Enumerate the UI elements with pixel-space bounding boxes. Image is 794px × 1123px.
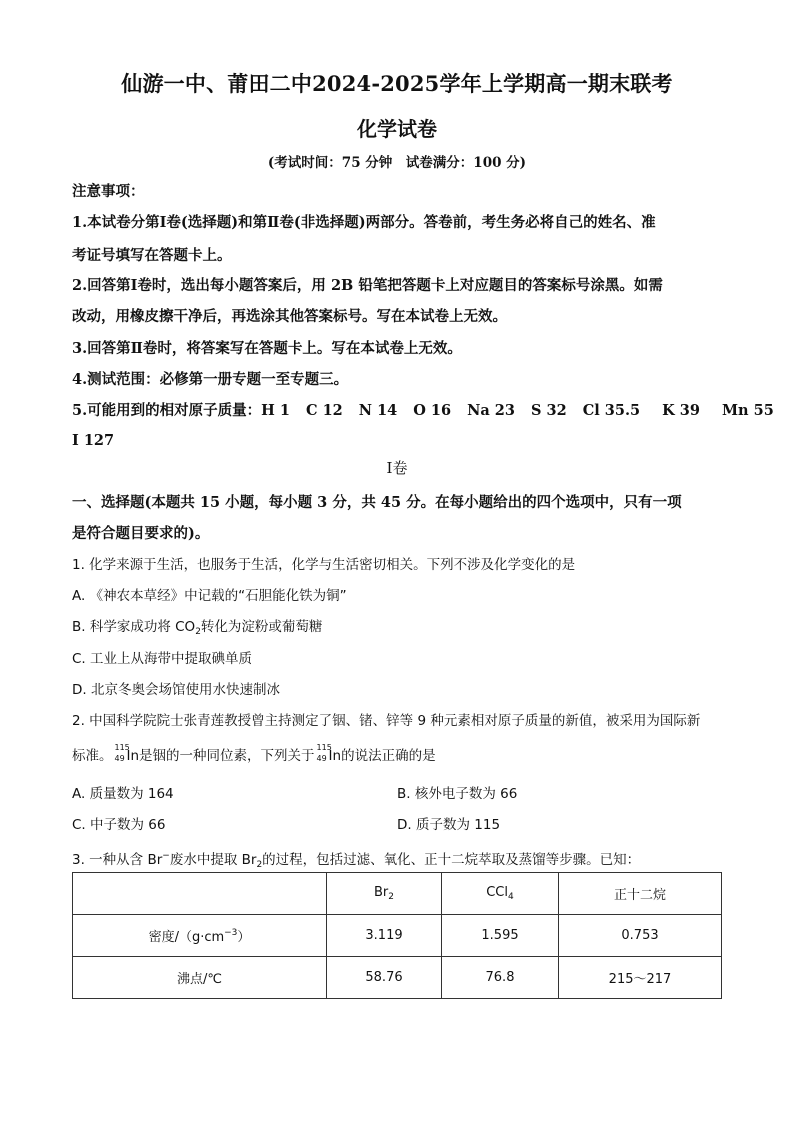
- element-symbol: In: [126, 748, 140, 764]
- table-row: [73, 915, 722, 957]
- atomic-number: 49: [316, 754, 327, 763]
- row-label: [73, 915, 327, 957]
- table-cell: 215～217: [559, 957, 722, 999]
- superscript: −3: [224, 928, 238, 938]
- element-symbol: In: [328, 748, 342, 764]
- table-cell: 0.753: [559, 915, 722, 957]
- note-3: 3.回答第Ⅱ卷时，将答案写在答题卡上。写在本试卷上无效。: [72, 340, 462, 357]
- note-2-line-1: 2.回答第Ⅰ卷时，选出每小题答案后，用 2B 铅笔把答题卡上对应题目的答案标号涂黑。如需: [72, 277, 663, 294]
- exam-title: 仙游一中、莆田二中2024-2025学年上学期高一期末联考: [121, 71, 673, 96]
- table-header-cell: [327, 873, 442, 915]
- note-5-label: 5.可能用到的相对原子质量：: [72, 402, 262, 419]
- q2-stem-line-1: 2. 中国科学院院士张青莲教授曾主持测定了铟、锗、锌等 9 种元素相对原子质量的新值，被采用为国际新: [72, 713, 701, 729]
- superscript: −: [162, 851, 170, 861]
- header-text: Br: [374, 885, 389, 900]
- exam-meta: (考试时间：75 分钟 试卷满分：100 分): [267, 155, 527, 171]
- atom-mass: Na 23: [467, 402, 515, 419]
- q1-option-d: D. 北京冬奥会场馆使用水快速制冰: [72, 682, 280, 698]
- subscript: 2: [195, 627, 201, 637]
- row-label-text: 密度/（g·cm: [148, 930, 225, 945]
- row-label: 沸点/℃: [73, 957, 327, 999]
- note-4: 4.测试范围：必修第一册专题一至专题三。: [72, 371, 349, 388]
- q2-stem-text: 标准。: [72, 748, 113, 764]
- subscript: 4: [508, 892, 514, 902]
- notes-heading: 注意事项：: [72, 183, 145, 200]
- q3-stem-text-mid: 废水中提取 Br: [169, 852, 257, 868]
- q1-option-a: A. 《神农本草经》中记载的“石胆能化铁为铜”: [72, 588, 347, 604]
- q2-option-b: B. 核外电子数为 66: [397, 786, 518, 802]
- q3-stem-text-end: 的过程，包括过滤、氧化、正十二烷萃取及蒸馏等步骤。已知：: [262, 852, 641, 868]
- isotope-notation: [113, 743, 130, 768]
- q2-stem-text-end: 的说法正确的是: [341, 748, 436, 764]
- table-header-cell: [442, 873, 559, 915]
- q3-stem-text: 3. 一种从含 Br: [72, 852, 163, 868]
- section-heading-line-1: 一、选择题(本题共 15 小题，每小题 3 分，共 45 分。在每小题给出的四个选项中，只有一项: [72, 494, 682, 511]
- table-cell: 76.8: [442, 957, 559, 999]
- q1-option-b-text: B. 科学家成功将 CO: [72, 619, 196, 635]
- part-one-heading: Ⅰ卷: [386, 459, 408, 477]
- atom-mass: K 39: [662, 402, 700, 419]
- note-2-line-2: 改动，用橡皮擦干净后，再选涂其他答案标号。写在本试卷上无效。: [72, 308, 507, 325]
- table-header-cell: 正十二烷: [559, 873, 722, 915]
- note-5-atomic-masses: [72, 395, 774, 427]
- table-cell: 3.119: [327, 915, 442, 957]
- header-text: CCl: [486, 885, 509, 900]
- q1-option-b: [72, 615, 322, 644]
- q2-stem-line-2: [72, 744, 436, 768]
- table-header-row: [73, 873, 722, 915]
- q1-option-c: C. 工业上从海带中提取碘单质: [72, 651, 253, 667]
- subject-title: 化学试卷: [357, 117, 437, 141]
- q2-option-c: C. 中子数为 66: [72, 817, 166, 833]
- subscript: 2: [388, 892, 394, 902]
- atom-mass: H 1: [261, 402, 290, 419]
- q2-option-a: A. 质量数为 164: [72, 786, 174, 802]
- row-label-text-end: ）: [237, 930, 251, 945]
- q2-stem-text-mid: 是铟的一种同位素，下列关于: [139, 748, 315, 764]
- atom-mass: N 14: [358, 402, 398, 419]
- note-1-line-2: 考证号填写在答题卡上。: [72, 247, 232, 264]
- atom-mass: O 16: [413, 402, 452, 419]
- atom-mass-wrap: I 127: [72, 432, 115, 449]
- section-heading-line-2: 是符合题目要求的)。: [72, 525, 210, 542]
- table-corner-cell: [73, 873, 327, 915]
- q2-option-d: D. 质子数为 115: [397, 817, 501, 833]
- mass-number: 115: [114, 743, 130, 752]
- mass-number: 115: [316, 743, 332, 752]
- isotope-notation: [315, 743, 332, 768]
- table-cell: 58.76: [327, 957, 442, 999]
- atom-mass: Mn 55: [721, 402, 774, 419]
- table-cell: 1.595: [442, 915, 559, 957]
- atom-mass: S 32: [531, 402, 567, 419]
- atomic-number: 49: [114, 754, 125, 763]
- q1-option-b-text-end: 转化为淀粉或葡萄糖: [200, 619, 323, 635]
- table-row: [73, 957, 722, 999]
- q1-stem: 1. 化学来源于生活，也服务于生活，化学与生活密切相关。下列不涉及化学变化的是: [72, 557, 576, 573]
- note-1-line-1: 1.本试卷分第Ⅰ卷(选择题)和第Ⅱ卷(非选择题)两部分。答卷前，考生务必将自己的姓名、准: [72, 214, 656, 231]
- subscript: 2: [256, 860, 263, 870]
- properties-table: [72, 872, 722, 999]
- atom-mass: C 12: [305, 402, 343, 419]
- atom-mass: Cl 35.5: [582, 402, 641, 419]
